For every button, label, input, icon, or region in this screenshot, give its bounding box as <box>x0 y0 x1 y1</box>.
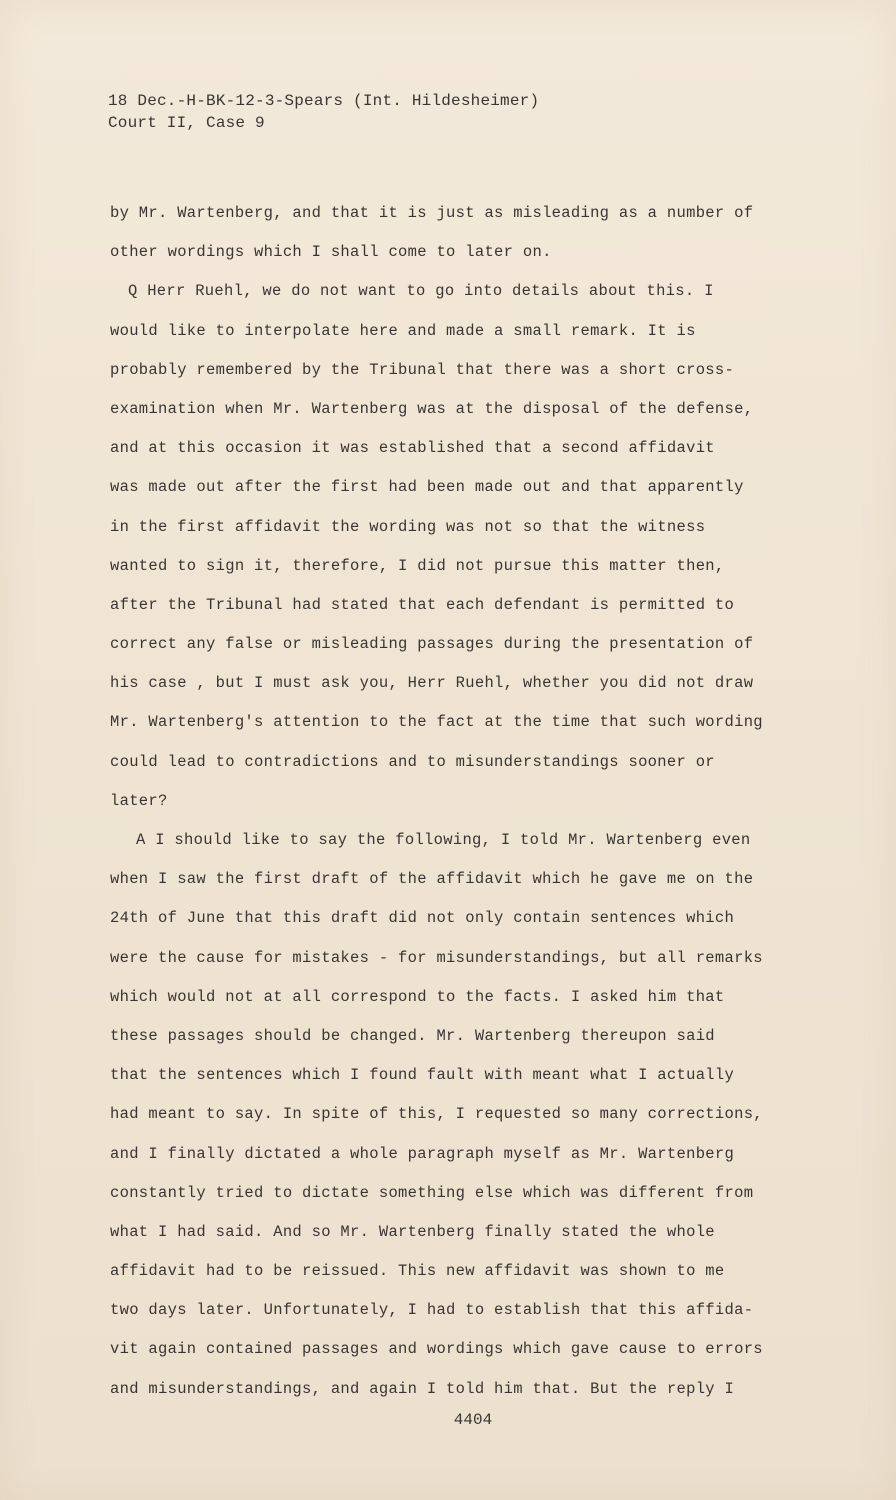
text-line: that the sentences which I found fault with meant what I actually <box>110 1066 735 1085</box>
document-header <box>108 90 539 134</box>
text-line: was made out after the first had been made out and that apparently <box>110 478 744 497</box>
text-line: wanted to sign it, therefore, I did not pursue this matter then, <box>110 556 725 575</box>
text-line: two days later. Unfortunately, I had to establish that this affida- <box>110 1301 754 1320</box>
text-line: could lead to contradictions and to misunderstandings sooner or <box>110 752 715 771</box>
text-line: probably remembered by the Tribunal that there was a short cross- <box>110 360 735 379</box>
header-reference-line: 18 Dec.-H-BK-12-3-Spears (Int. Hildesheimer) <box>108 92 540 110</box>
text-line: and I finally dictated a whole paragraph myself as Mr. Wartenberg <box>110 1144 735 1163</box>
answer-line: A I should like to say the following, I told Mr. Wartenberg even <box>136 831 751 849</box>
text-line: his case , but I must ask you, Herr Ruehl, whether you did not draw <box>110 674 754 693</box>
text-line: would like to interpolate here and made a small remark. It is <box>110 321 696 340</box>
text-line: in the first affidavit the wording was not so that the witness <box>110 517 706 536</box>
text-line: which would not at all correspond to the facts. I asked him that <box>110 987 725 1006</box>
text-line: constantly tried to dictate something else which was different from <box>110 1183 754 1202</box>
header-court-line: Court II, Case 9 <box>108 114 265 132</box>
text-line: later? <box>110 791 168 810</box>
text-line: other wordings which I shall come to later on. <box>110 243 552 262</box>
page-number: 4404 <box>453 1411 493 1429</box>
transcript-body <box>110 200 790 1415</box>
text-line: what I had said. And so Mr. Wartenberg finally stated the whole <box>110 1222 715 1241</box>
text-line: affidavit had to be reissued. This new affidavit was shown to me <box>110 1262 725 1281</box>
text-line: examination when Mr. Wartenberg was at the disposal of the defense, <box>110 399 754 418</box>
text-line: and misunderstandings, and again I told him that. But the reply I <box>110 1379 735 1398</box>
text-line: Mr. Wartenberg's attention to the fact at the time that such wording <box>110 713 763 732</box>
question-line: Q Herr Ruehl, we do not want to go into details about this. I <box>128 282 714 301</box>
text-line: correct any false or misleading passages during the presentation of <box>110 635 754 654</box>
text-line: were the cause for mistakes - for misunderstandings, but all remarks <box>110 948 763 967</box>
text-line: after the Tribunal had stated that each defendant is permitted to <box>110 595 735 614</box>
text-line: these passages should be changed. Mr. Wartenberg thereupon said <box>110 1026 715 1045</box>
text-line: 24th of June that this draft did not only contain sentences which <box>110 909 735 928</box>
text-line: when I saw the first draft of the affidavit which he gave me on the <box>110 870 754 889</box>
text-line: by Mr. Wartenberg, and that it is just as misleading as a number of <box>110 204 754 222</box>
text-line: vit again contained passages and wordings which gave cause to errors <box>110 1340 763 1359</box>
text-line: had meant to say. In spite of this, I requested so many corrections, <box>110 1105 763 1124</box>
text-line: and at this occasion it was established that a second affidavit <box>110 439 715 458</box>
